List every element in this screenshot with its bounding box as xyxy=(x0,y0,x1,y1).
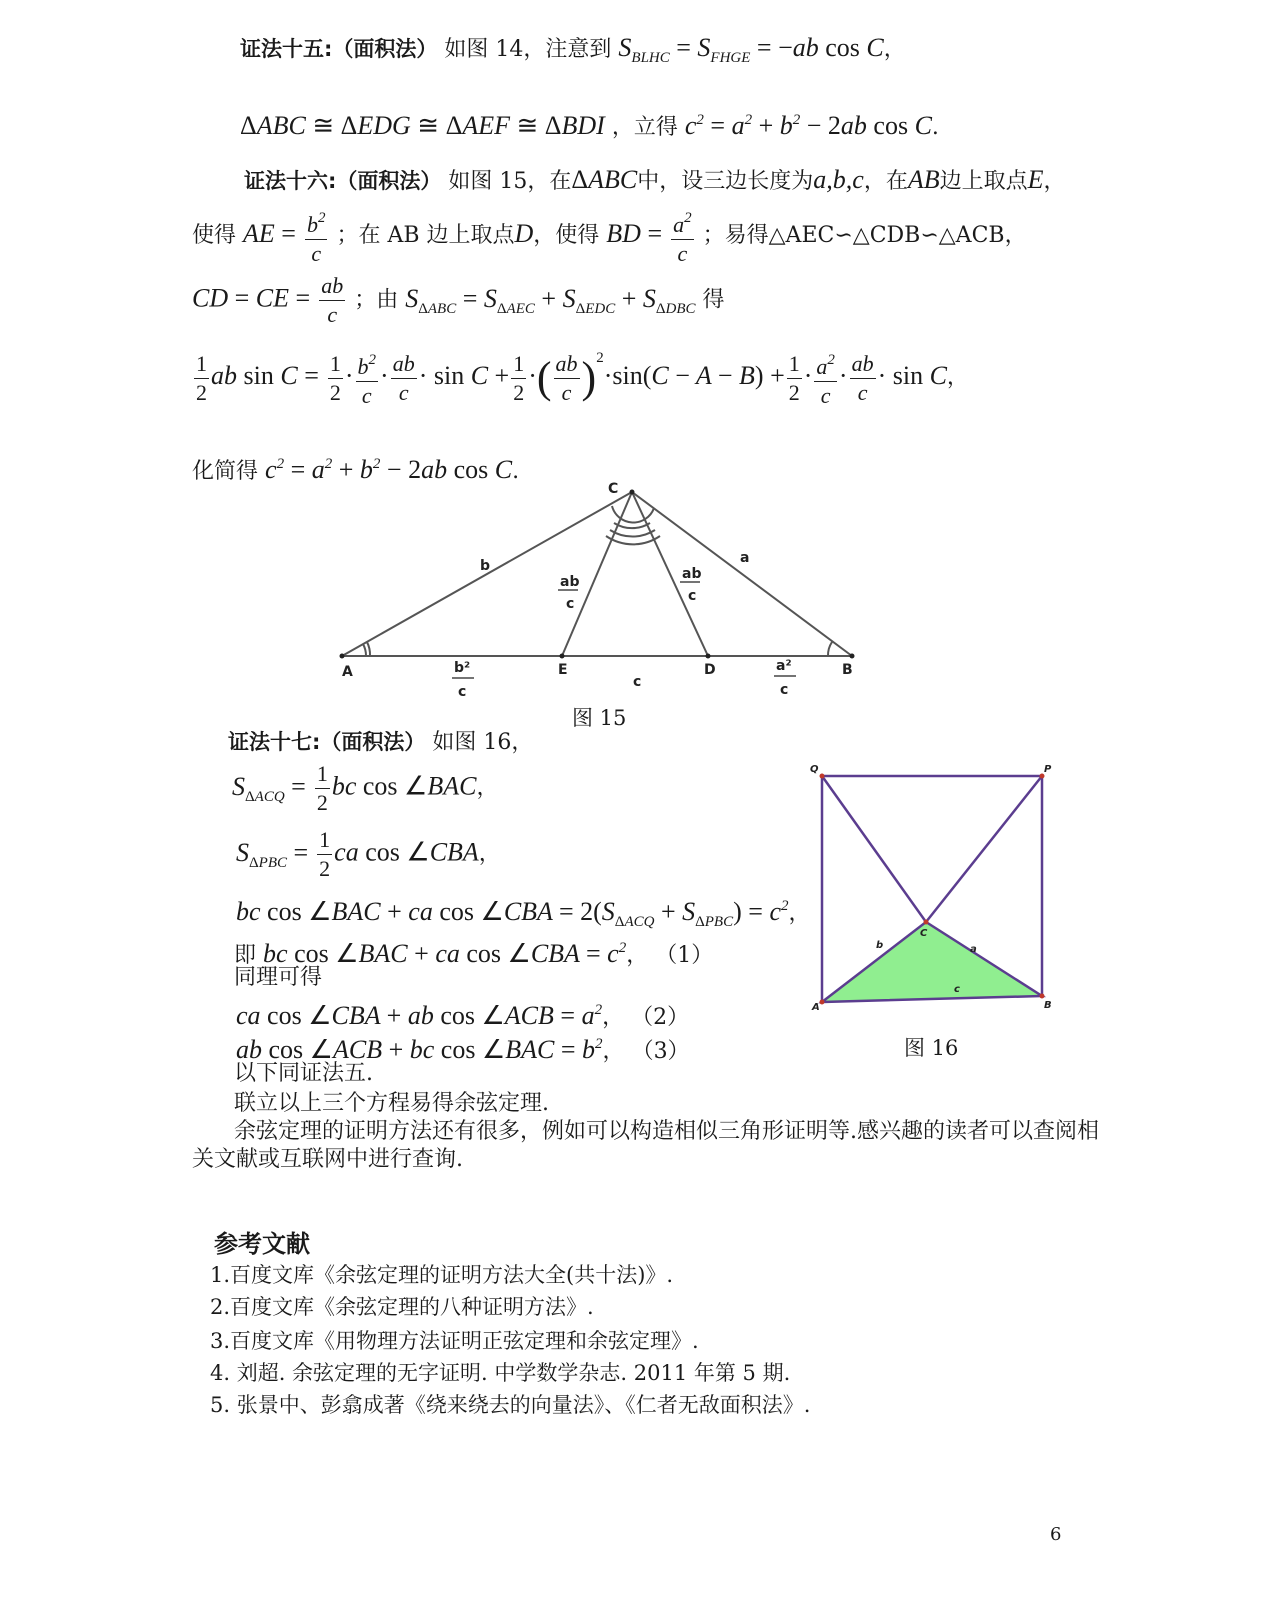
proof17-n2: （2） xyxy=(631,1005,690,1030)
figure16 xyxy=(804,758,1060,1014)
proof15-text1: 如图 14，注意到 xyxy=(444,37,612,62)
proof15-text2: 立得 xyxy=(633,115,678,140)
fig15-angle-b xyxy=(828,642,832,656)
fig15-label-ae-num: b² xyxy=(454,660,471,676)
fig16-label-a: A xyxy=(812,1002,820,1013)
fig15-label-c-side: c xyxy=(633,674,642,690)
proof17-eq1: $S_{\Delta ACQ}$ = $\frac{1}{2}$ bc cos ∠BAC， xyxy=(232,761,499,815)
proof17-n1: （1） xyxy=(655,943,714,968)
page-number: 6 xyxy=(1050,1524,1062,1545)
proof17-combine: 联立以上三个方程易得余弦定理. xyxy=(234,1091,549,1116)
proof17-n3: （3） xyxy=(631,1039,690,1064)
proof17-eq5: ca cos ∠CBA + ab cos ∠ACB = $a^2$， （2） xyxy=(236,1001,690,1030)
reference-item-2: 2.百度文库《余弦定理的八种证明方法》. xyxy=(210,1295,594,1319)
fig15-label-ce-num: ab xyxy=(560,574,580,590)
fig15-label-cd-den: c xyxy=(688,588,697,604)
reference-item-1: 1.百度文库《余弦定理的证明方法大全(共十法)》. xyxy=(210,1263,674,1287)
proof16-text2: 中，设三边长度为 xyxy=(637,169,814,194)
proof17-eq4: 即 bc cos ∠BAC + ca cos ∠CBA = $c^2$， （1） xyxy=(234,939,714,968)
fig15-label-db-den: c xyxy=(780,682,789,698)
fig16-label-q: Q xyxy=(810,764,819,775)
proof16-heading: 证法十六:（面积法） xyxy=(244,169,442,193)
fig16-triangle-abc xyxy=(822,922,1042,1002)
proof17-follow: 以下同证法五. xyxy=(234,1061,373,1086)
proof16-line2: 使得 AE = $\frac{b^2}{c}$ ；在 AB 边上取点D，使得 BD = $\frac{a^2}{c}$ ；易得△AEC∽△CDB∽△ACB， xyxy=(192,206,1027,266)
proof16-line3b: 得 xyxy=(702,287,725,313)
fig15-angle-a xyxy=(363,644,366,656)
figure15 xyxy=(330,480,870,700)
proof17-eq2: $S_{\Delta PBC}$ = $\frac{1}{2}$ ca cos ∠CBA， xyxy=(236,827,501,881)
reference-item-4: 4. 刘超. 余弦定理的无字证明. 中学数学杂志. 2011 年第 5 期. xyxy=(210,1361,791,1385)
fig15-label-db-num: a² xyxy=(776,658,792,674)
fig15-side-ac xyxy=(342,492,632,656)
proof16-line2a: 使得 xyxy=(192,223,237,248)
fig16-label-p: P xyxy=(1044,764,1052,775)
reference-item-5: 5. 张景中、彭翕成著《绕来绕去的向量法》、《仁者无敌面积法》. xyxy=(210,1393,811,1417)
proof16-line2b: ；在 AB 边上取点 xyxy=(336,223,515,248)
proof17-eq3: bc cos ∠BAC + ca cos ∠CBA = $2(S_{\Delta ACQ} + S_{\Delta PBC}) = c^2$， xyxy=(236,897,811,930)
proof17-eq4-prefix: 即 xyxy=(234,943,257,968)
proof16-line4: $\frac{1}{2}$ ab sin C = $\frac{1}{2}$ · $\frac{b^2}{c}$ · $\frac{ab}{c}$ · sin C + $\frac{1}{2}$ ·( $\frac{ab}{c}$ )$^2$·sin(C − A − B) + $\frac{1}{2}$ · $\frac{a^2}{c}$ · $\frac{ab}{c}$ · sin C， xyxy=(196,350,969,408)
proof15-result: $c^2 = a^2 + b^2 - 2ab$ cos C xyxy=(684,111,932,140)
fig16-label-b: B xyxy=(1044,1000,1052,1011)
fig15-label-b-vertex: B xyxy=(842,662,853,678)
proof16-simplify: 化简得 xyxy=(192,459,259,484)
proof16-line3a: ；由 xyxy=(354,287,399,313)
fig15-label-b-side: b xyxy=(480,558,491,574)
proof17-same: 同理可得 xyxy=(234,965,323,990)
figure15-caption: 图 15 xyxy=(572,706,627,730)
proof16-line2c: ，使得 xyxy=(533,223,600,248)
fig15-label-e: E xyxy=(558,662,568,678)
proof16-text4: 边上取点 xyxy=(939,169,1028,194)
fig16-segment-qc xyxy=(822,776,926,922)
fig15-label-c-vertex: C xyxy=(608,481,619,497)
reference-item-3: 3.百度文库《用物理方法证明正弦定理和余弦定理》. xyxy=(210,1329,699,1353)
fig16-label-c: C xyxy=(920,928,928,939)
references-title: 参考文献 xyxy=(214,1230,310,1258)
proof16-line2d: ；易得△AEC∽△CDB∽△ACB， xyxy=(702,223,1027,248)
proof15-heading-label: 证法十五:（面积法） xyxy=(240,37,438,61)
proof17-text1: 如图 16， xyxy=(432,730,534,755)
proof17-para1: 余弦定理的证明方法还有很多，例如可以构造相似三角形证明等.感兴趣的读者可以查阅相 xyxy=(234,1119,1099,1144)
fig15-side-bc xyxy=(632,492,852,656)
proof15-line1: 证法十五:（面积法） 如图 14，注意到 $S_{BLHC} = S_{FHGE} = -ab$ cos C， xyxy=(240,33,906,66)
fig15-label-a-side: a xyxy=(740,550,750,566)
fig16-label-a-side: a xyxy=(970,944,977,955)
fig16-label-c-side: c xyxy=(954,984,960,995)
proof16-line3: CD = CE = $\frac{ab}{c}$ ；由 $S_{\Delta ABC} = S_{\Delta AEC} + S_{\Delta EDC} + S_{\Delta DBC}$ 得 xyxy=(192,273,725,327)
fig16-label-b-side: b xyxy=(876,940,884,951)
fig15-label-a-vertex: A xyxy=(342,664,353,680)
proof15-formula1: $S_{BLHC} = S_{FHGE} = -ab$ cos C xyxy=(618,33,884,66)
fig15-label-ce-den: c xyxy=(566,596,575,612)
fig15-label-d: D xyxy=(704,662,716,678)
proof16-text3: ，在 xyxy=(863,169,908,194)
proof17-line1 xyxy=(228,728,533,757)
fig15-label-cd-num: ab xyxy=(682,566,702,582)
proof15-congruence: ΔABC ≅ ΔEDG ≅ ΔAEF ≅ ΔBDI xyxy=(240,111,605,140)
proof15-line2: ΔABC ≅ ΔEDG ≅ ΔAEF ≅ ΔBDI ，立得 $c^2 = a^2 + b^2 - 2ab$ cos C. xyxy=(240,111,939,140)
figure16-caption: 图 16 xyxy=(904,1036,959,1060)
proof17-heading: 证法十七:（面积法） xyxy=(228,730,426,754)
proof16-text1: 如图 15，在 xyxy=(448,169,572,194)
fig16-segment-pc xyxy=(926,776,1042,922)
fig15-label-ae-den: c xyxy=(458,684,467,700)
proof17-para2: 关文献或互联网中进行查询. xyxy=(192,1147,463,1172)
proof16-line5: 化简得 $c^2 = a^2 + b^2 - 2ab$ cos C. xyxy=(192,455,520,484)
proof17-eq6: ab cos ∠ACB + bc cos ∠BAC = $b^2$， （3） xyxy=(236,1035,690,1064)
proof16-line1: 证法十六:（面积法） 如图 15，在ΔABC中，设三边长度为a,b,c，在AB边上取点E， xyxy=(244,165,1066,194)
